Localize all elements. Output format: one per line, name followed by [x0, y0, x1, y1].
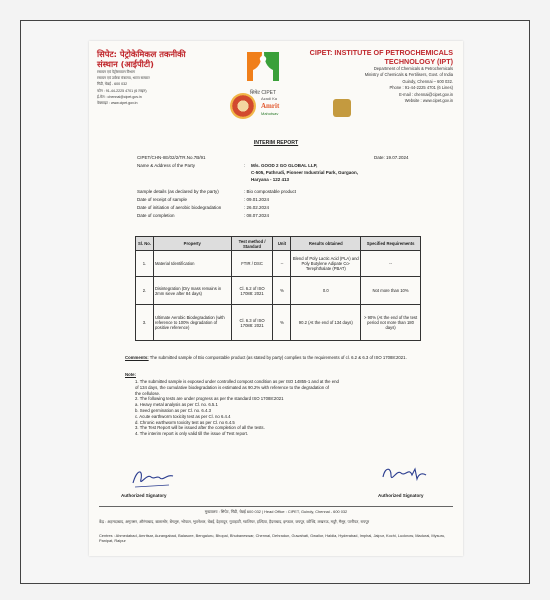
cell-property: Disintegration (Dry mass remains in 2mm sieve after 84 days) [153, 277, 231, 305]
footer-hindi-centres: केंद्र : अहमदाबाद, अमृतसर, औरंगाबाद, बालासोर, बेंगलुरु, भोपाल, भुवनेश्वर, चेन्नई, देहरादून, गुवाहाटी, ग्वालियर, हल्दिया, हैदराबाद, इम्फाल, जयपुर, कोच्चि, लखनऊ, मदुरै, मैसूर, पानीपत, रायपुर [99, 519, 370, 524]
cell-result: 90.2 (At the end of 134 days) [291, 305, 361, 341]
party-name: M/s. GOOD 2 GO GLOBAL LLP, [251, 163, 318, 168]
column-header: Results obtained [291, 237, 361, 251]
amrit-text-2: Amrit [261, 102, 280, 110]
comments-label: Comments: [125, 355, 149, 360]
column-header: Unit [273, 237, 291, 251]
column-header: Test method / Standard [231, 237, 273, 251]
cell-unit: % [273, 277, 291, 305]
cell-method: Cl. 6.3 of ISO 17088: 2021 [231, 305, 273, 341]
table-row [136, 251, 421, 277]
amrit-text-1: Azadi Ka [261, 96, 278, 101]
cell-result: Blend of Poly Lactic Acid (PLA) and Poly Butylene Adipate Co-Terephthalate (PBAT) [291, 251, 361, 277]
footer-head-office: मुख्यालय : सिपेट, गिंडी, चेन्नई 600 032 | Head Office : CIPET, Guindy, Chennai - 600 032 [204, 509, 348, 514]
note-line: 1. The submitted sample is exposed under controlled compost condition as per ISO 14855-1 and at the end [135, 379, 339, 384]
english-title-line-1: CIPET: INSTITUTE OF PETROCHEMICALS [309, 48, 453, 57]
logo-caption: सिपेट CIPET [249, 90, 277, 96]
hindi-header [97, 49, 215, 106]
cell-unit: % [273, 305, 291, 341]
amrit-mahotsav-icon [259, 93, 287, 119]
party-address-2: Haryana - 122 413 [251, 177, 290, 182]
hindi-address-line: रसायन एवं पेट्रोरसायन विभाग [97, 70, 135, 74]
note-line: 3. The Test Report will be issued after the completion of all the tests. [135, 425, 265, 431]
cell-method: Cl. 6.2 of ISO 17088: 2021 [231, 277, 273, 305]
hindi-address-line: फोन : 91-44-2225 4701 (6 लाइन) [97, 88, 147, 93]
amrit-text-3: Mahotsav [261, 111, 279, 116]
english-address-line: Website : www.cipet.gov.in [404, 98, 453, 104]
party-address-1: C-505, Pathrudi, Pioneer Industrial Park, Gurgaon, [251, 170, 359, 175]
party-colon: : [244, 163, 246, 168]
field-label: Date of completion [137, 213, 175, 218]
cell-sl-no: 3. [136, 305, 154, 341]
report-date: Date: 19.07.2024 [374, 155, 409, 160]
cipet-logo [241, 48, 285, 96]
cell-requirement: > 90% (At the end of the test period not more than 180 days) [361, 305, 421, 341]
table-row [136, 305, 421, 341]
note-line: b. Seed germination as per Cl. no. 6.4.3 [135, 407, 211, 413]
notes-list [135, 379, 339, 437]
report-reference: CIPET/CHN-IIE/02/2/TR.No.7B/91 [137, 155, 206, 160]
report-title: INTERIM REPORT [253, 140, 299, 146]
english-address-line: Guindy, Chennai – 600 032. [402, 78, 453, 84]
hindi-address [97, 69, 215, 106]
column-header: Specified Requirements [361, 237, 421, 251]
hindi-address-line: रसायन एवं उर्वरक मंत्रालय, भारत सरकार [97, 76, 150, 81]
cipet-logo-icon [241, 48, 285, 84]
table-header-row [136, 237, 421, 251]
cell-method: FTIR / DSC [231, 251, 273, 277]
field-value: : 26.02.2024 [244, 205, 270, 210]
english-address [305, 66, 453, 104]
hindi-address-line: गिंडी, चेन्नई - 600 032 [97, 82, 128, 87]
note-line: 4. The interim report is only valid till the issue of Test report. [135, 431, 249, 437]
footer-divider [99, 506, 453, 507]
right-signature-icon [379, 463, 429, 489]
left-signatory-label: Authorized Signatory [121, 493, 167, 498]
notes-label: Note: [125, 372, 136, 377]
cell-requirement: Not more than 10% [361, 277, 421, 305]
accreditation-seal [333, 99, 351, 117]
left-signature-icon [129, 465, 179, 491]
english-address-line: Ministry of Chemicals & Fertilisers, Govt. of India [364, 72, 453, 78]
cell-property: Ultimate Aerobic Biodegradation (with reference to 100% degradation of positive reference) [153, 305, 231, 341]
column-header: Sl. No. [136, 237, 154, 251]
hindi-title-line-1: सिपेट: पेट्रोकेमिकल तकनीकी [97, 49, 186, 59]
note-line: the cellulose. [135, 390, 161, 396]
english-address-line: Phone : 91-44-2225 4701 (6 Lines) [389, 85, 453, 91]
english-address-line: E-mail : chennai@cipet.gov.in [399, 91, 453, 97]
cell-result: 0.0 [291, 277, 361, 305]
note-line: a. Heavy metal analysis as per Cl. no. 6.5.1 [135, 402, 218, 408]
cell-property: Material Identification [153, 251, 231, 277]
hindi-address-line: वेबसाइट : www.cipet.gov.in [97, 101, 138, 106]
english-title-line-2: TECHNOLOGY (IPT) [384, 56, 453, 66]
table-row [136, 277, 421, 305]
field-value: : 09.01.2024 [244, 197, 270, 202]
field-label: Date of receipt of sample [137, 197, 188, 202]
footer-english-centres: Centres : Ahmedabad, Amritsar, Aurangabad, Balasore, Bengaluru, Bhopal, Bhubaneswar, Chennai, Dehradun, Guwahati, Gwalior, Haldia, Hyderabad, Imphal, Jaipur, Kochi, Lucknow, Madurai, Mysuru, Panipat, Raipur [99, 533, 446, 544]
cell-requirement: -- [361, 251, 421, 277]
field-value: : 08.07.2024 [244, 213, 270, 218]
field-label: Date of initiation of aerobic biodegradation [137, 205, 222, 210]
cell-sl-no: 1. [136, 251, 154, 277]
document-sheet [89, 41, 463, 556]
note-line: c. Acute earthworm toxicity test as per Cl. no 6.4.4 [135, 413, 231, 419]
note-line: d. Chronic earthworm toxicity test as per Cl. no 6.4.5 [135, 419, 235, 425]
english-header [305, 49, 453, 104]
note-line: 2. The following tests are under progress as per the standard ISO 17088:2021 [135, 396, 284, 402]
hindi-address-line: ई-मेल : chennai@cipet.gov.in [97, 94, 142, 99]
amrit-mahotsav-logo [259, 93, 287, 124]
field-label: Sample details (as declared by the party) [137, 189, 219, 194]
note-line: of 134 days, the cumulative biodegradation is estimated as 90.2% with reference to the degradation of [135, 384, 329, 390]
hindi-title-line-2: संस्थान (आईपीटी) [97, 59, 154, 69]
english-address-line: Department of Chemicals & Petrochemicals [373, 66, 453, 71]
comments-block [125, 355, 435, 361]
emblem-logo [230, 93, 256, 119]
comments-text: The submitted sample of Bio compostable product (as stated by party) complies to the requirements of cl. 6.2 & 6.3 of ISO 17088:2021. [149, 355, 407, 360]
cell-unit: -- [273, 251, 291, 277]
column-header: Property [153, 237, 231, 251]
results-table [135, 236, 421, 341]
right-signatory-label: Authorized Signatory [378, 493, 424, 498]
party-label: Name & Address of the Party [137, 163, 196, 168]
field-value: : Bio compostable product [244, 189, 297, 194]
cell-sl-no: 2. [136, 277, 154, 305]
